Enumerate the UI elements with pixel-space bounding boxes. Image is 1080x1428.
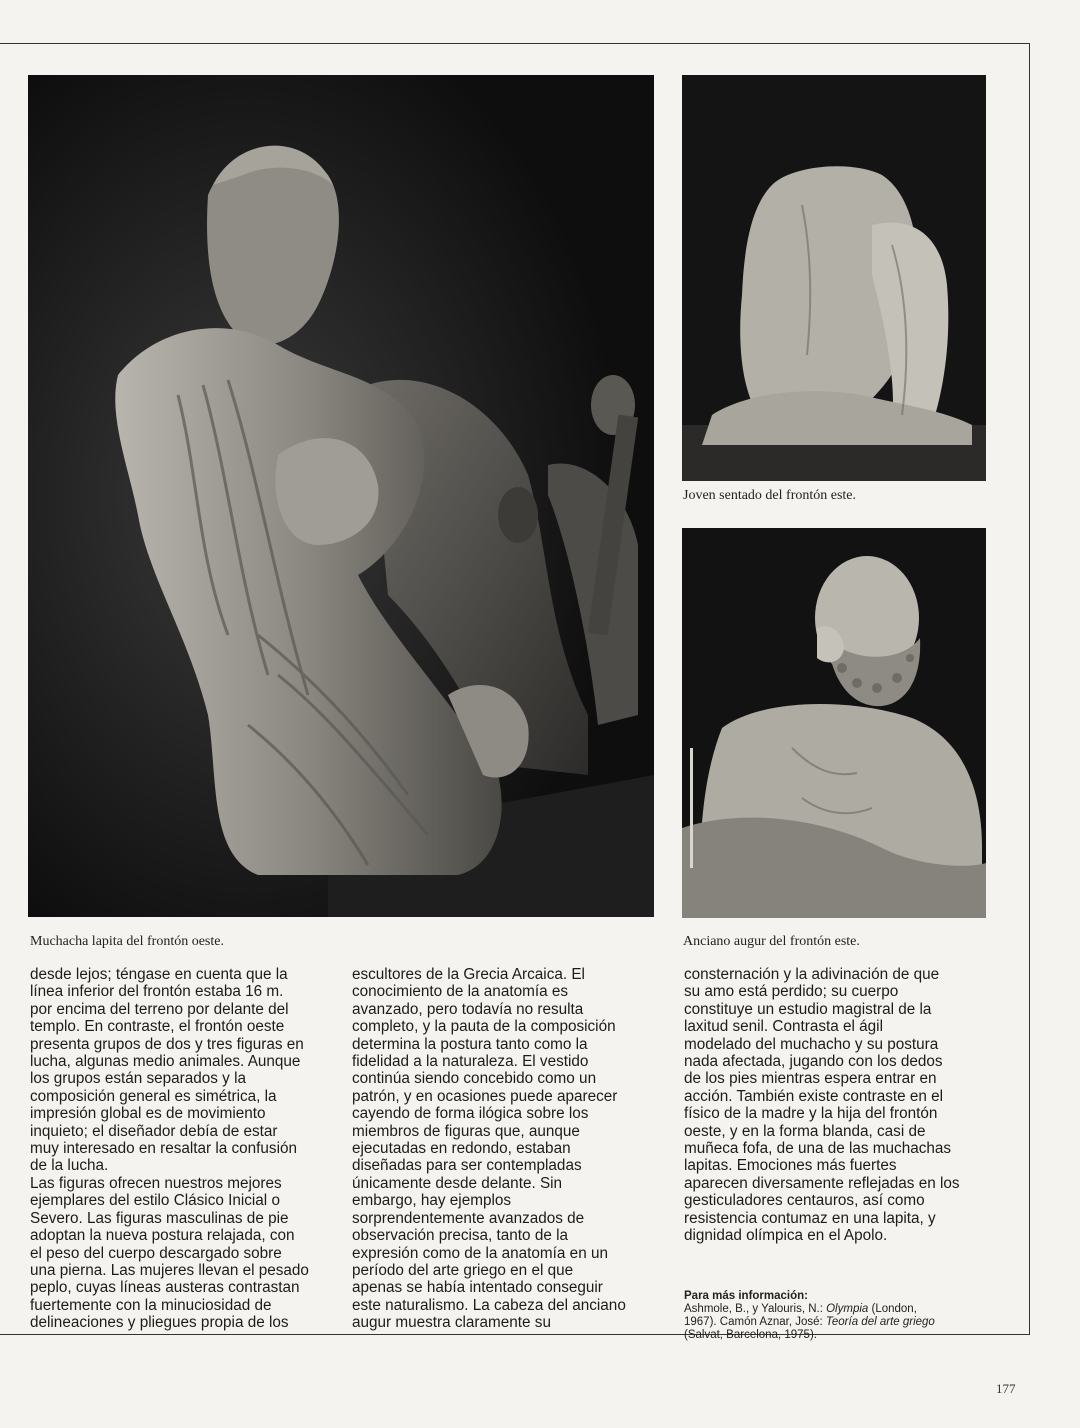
references-line-2 [684,1316,984,1329]
text-line: aparecen diversamente reflejadas en los [684,1174,960,1192]
text-line: composición general es simétrica, la [30,1087,277,1105]
text-line: dignidad olímpica en el Apolo. [684,1227,888,1245]
text-line: templo. En contraste, el frontón oeste [30,1018,285,1036]
text-line: consternación y la adivinación de que [684,966,940,983]
text-line: gesticuladores centauros, así como [684,1192,925,1210]
text-line: presenta grupos de dos y tres figuras en [30,1035,304,1053]
text-line: lucha, algunas medio animales. Aunque [30,1053,301,1071]
photo-old-seer [682,528,986,918]
text-line: resistencia contumaz en una lapita, y [684,1209,936,1227]
text-line: inquieto; el diseñador debía de estar [30,1122,278,1140]
text-line: observación precisa, tanto de la [352,1227,568,1245]
text-line: desde lejos; téngase en cuenta que la [30,966,288,983]
text-line: de la lucha. [30,1157,109,1175]
frame-right-rule [1029,43,1030,1335]
text-line: período del arte griego en el que [352,1261,574,1279]
text-line: modelado del muchacho y su postura [684,1035,939,1053]
text-line: determina la postura tanto como la [352,1035,588,1053]
text-line: de los pies mientras espera entrar en [684,1070,937,1088]
text-line: embargo, hay ejemplos [352,1192,512,1210]
caption-lapith-girl: Muchacha lapita del frontón oeste. [30,934,224,949]
text-line: físico de la madre y la hija del frontón [684,1105,938,1123]
text-line: muy interesado en resaltar la confusión [30,1140,297,1158]
references-title: Para más información: [684,1290,808,1302]
text-line: los grupos están separados y la [30,1070,246,1088]
text-line: muñeca fofa, de una de las muchachas [684,1140,952,1158]
text-line: patrón, y en ocasiones puede aparecer [352,1087,618,1105]
ref-pub-1: (London, [868,1303,917,1315]
text-column-2 [352,966,652,1332]
text-line: ejecutadas en redondo, estaban [352,1140,571,1158]
text-line: línea inferior del frontón estaba 16 m. [30,983,284,1001]
text-line: fuertemente con la minuciosidad de [30,1296,272,1314]
text-line: Las figuras ofrecen nuestros mejores [30,1174,282,1192]
references-line-1 [684,1303,984,1316]
caption-old-seer: Anciano augur del frontón este. [683,934,860,949]
text-line: constituye un estudio magistral de la [684,1000,932,1018]
text-line: únicamente desde delante. Sin [352,1174,563,1192]
page-number: 177 [996,1381,1016,1396]
text-line: lapitas. Emociones más fuertes [684,1157,897,1175]
text-line: laxitud senil. Contrasta el ágil [684,1018,883,1036]
caption-seated-youth: Joven sentado del frontón este. [683,488,857,503]
text-line: ejemplares del estilo Clásico Inicial o [30,1192,280,1210]
references-line-3: (Salvat, Barcelona, 1975). [684,1329,817,1341]
photo-seated-youth [682,75,986,481]
references-block [684,1290,984,1342]
text-line: cayendo de forma ilógica sobre los [352,1105,589,1123]
text-line: apenas se había intentado conseguir [352,1279,603,1297]
text-line: avanzado, pero todavía no resulta [352,1000,584,1018]
text-line: diseñadas para ser contempladas [352,1157,582,1175]
photo-lapith-girl [28,75,654,917]
text-line: una pierna. Las mujeres llevan el pesado [30,1261,309,1279]
text-line: acción. También existe contraste en el [684,1087,944,1105]
text-line: escultores de la Grecia Arcaica. El [352,966,585,983]
text-line: adoptan la nueva postura relajada, con [30,1227,295,1245]
text-line: el peso del cuerpo descargado sobre [30,1244,282,1262]
ref-authors-2: 1967). Camón Aznar, José: [684,1316,826,1328]
text-line: conocimiento de la anatomía es [352,983,568,1001]
ref-title-2: Teoría del arte griego [825,1316,935,1328]
text-line: por encima del terreno por delante del [30,1000,289,1018]
frame-top-rule [0,43,1030,44]
text-column-3 [684,966,984,1245]
text-line: sorprendentemente avanzados de [352,1209,585,1227]
text-line: oeste, y en la forma blanda, casi de [684,1122,926,1140]
text-line: fidelidad a la naturaleza. El vestido [352,1053,589,1071]
text-line: continúa siendo concebido como un [352,1070,597,1088]
text-line: nada afectada, jugando con los dedos [684,1053,943,1071]
text-line: expresión como de la anatomía en un [352,1244,608,1262]
text-line: impresión global es de movimiento [30,1105,266,1123]
text-line: completo, y la pauta de la composición [352,1018,616,1036]
text-line: miembros de figuras que, aunque [352,1122,580,1140]
text-line: delineaciones y pliegues propia de los [30,1314,289,1332]
text-column-1 [30,966,330,1332]
text-line: augur muestra claramente su [352,1314,551,1332]
text-line: Severo. Las figuras masculinas de pie [30,1209,289,1227]
ref-title-1: Olympia [826,1303,869,1315]
text-line: este naturalismo. La cabeza del anciano [352,1296,626,1314]
ref-authors-1: Ashmole, B., y Yalouris, N.: [684,1303,827,1315]
text-line: peplo, cuyas líneas austeras contrastan [30,1279,300,1297]
text-line: su amo está perdido; su cuerpo [684,983,899,1001]
